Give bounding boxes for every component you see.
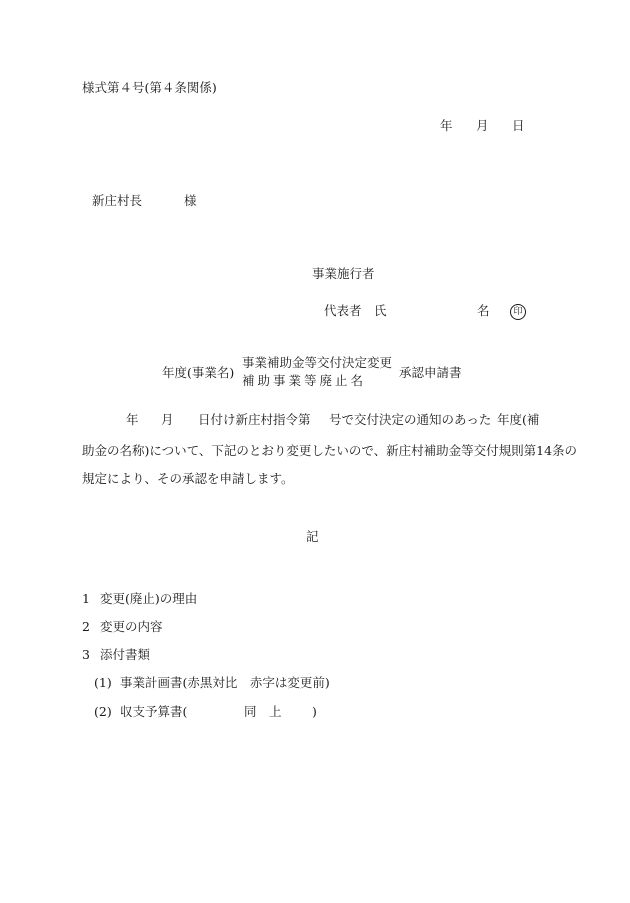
representative-label: 代表者 氏 — [324, 303, 387, 318]
date-day: 日 — [512, 118, 525, 133]
item-number: 3 — [82, 647, 90, 662]
item-text: 変更の内容 — [100, 619, 163, 634]
subitem-same-as-above: 同 上 — [244, 704, 282, 719]
body-year: 年 — [126, 412, 139, 427]
addressee-name: 新庄村長 — [92, 193, 143, 208]
seal-mark: 印 — [510, 304, 526, 320]
body-date-text: 日付け新庄村指令第 — [198, 412, 311, 427]
heading-prefix: 年度(事業名) — [162, 365, 235, 380]
body-month: 月 — [161, 412, 174, 427]
item-text: 添付書類 — [100, 647, 151, 662]
ki-heading: 記 — [306, 529, 319, 544]
subitem-number: (2) — [94, 704, 112, 719]
subitem-number: (1) — [94, 675, 112, 690]
name-suffix: 名 — [477, 303, 490, 318]
item-text: 変更(廃止)の理由 — [100, 591, 198, 606]
date-month: 月 — [476, 118, 489, 133]
body-year-end: 年度(補 — [497, 412, 540, 427]
body-number-text: 号で交付決定の通知のあった — [329, 412, 492, 427]
body-line3: 規定により、その承認を申請します。 — [82, 471, 294, 486]
heading-line2: 補助事業等廃止名 — [242, 373, 367, 388]
subitem-text: 事業計画書(赤黒対比 赤字は変更前) — [120, 675, 330, 690]
item-number: 1 — [82, 591, 90, 606]
body-line2: 助金の名称)について、下記のとおり変更したいので、新庄村補助金等交付規則第14条の — [82, 443, 578, 458]
subitem-close-paren: ) — [312, 704, 317, 719]
heading-line1: 事業補助金等交付決定変更 — [242, 355, 393, 370]
date-year: 年 — [440, 118, 453, 133]
heading-suffix: 承認申請書 — [399, 365, 462, 380]
addressee-honorific: 様 — [184, 193, 197, 208]
item-number: 2 — [82, 619, 90, 634]
applicant-title: 事業施行者 — [312, 266, 375, 281]
form-number: 様式第４号(第４条関係) — [82, 80, 217, 95]
subitem-text: 収支予算書( — [120, 704, 188, 719]
